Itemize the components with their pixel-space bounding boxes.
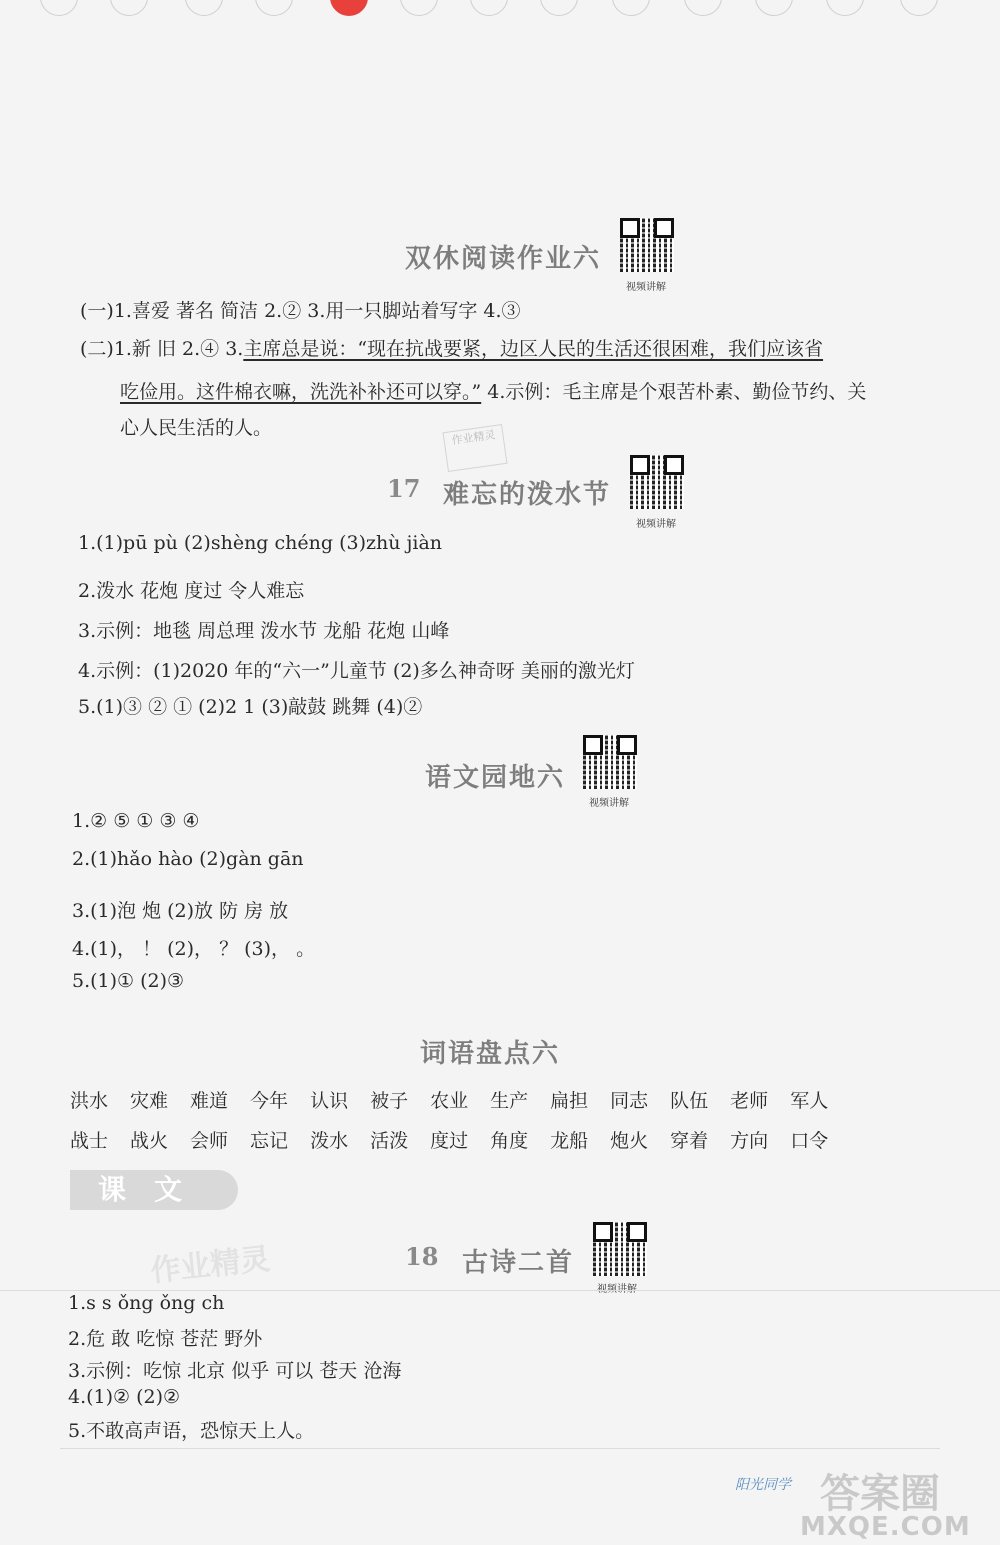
word: 认识 [310,1090,349,1112]
qr-label: 视频讲解 [589,798,629,809]
answer-line: 1.s s ǒng ǒng ch [68,1292,225,1314]
tab-thumb[interactable] [255,0,293,16]
tab-thumb[interactable] [900,0,938,16]
tab-thumb[interactable] [110,0,148,16]
qr-label: 视频讲解 [636,519,676,530]
tab-thumb[interactable] [755,0,793,16]
word: 度过 [430,1130,469,1152]
tab-thumb-active[interactable] [330,0,368,16]
word: 龙船 [550,1130,589,1152]
qr-label: 视频讲解 [626,282,666,293]
answer-line: 3.示例：吃惊 北京 似乎 可以 苍天 沧海 [68,1360,402,1382]
answer-line: 3.(1)泡 炮 (2)放 防 房 放 [72,900,289,922]
word: 农业 [430,1090,469,1112]
answer-line: 5.(1)③ ② ① (2)2 1 (3)敲鼓 跳舞 (4)② [78,696,423,718]
answer-line: 4.(1)， ！ (2)， ？ (3)， 。 [72,938,316,960]
word: 角度 [490,1130,529,1152]
section-title-weekend-reading: 双休阅读作业六 [405,244,602,274]
word: 生产 [490,1090,529,1112]
answer-suffix: 4.示例：毛主席是个艰苦朴素、勤俭节约、关 [481,381,867,403]
lesson-number: 17 [387,474,421,503]
word: 方向 [730,1130,769,1152]
qr-code-icon[interactable] [593,1222,647,1276]
answer-line: 1.(1)pū pù (2)shèng chéng (3)zhù jiàn [78,532,443,554]
word: 难道 [190,1090,229,1112]
tab-thumb[interactable] [40,0,78,16]
answer-line: 心人民生活的人。 [120,417,273,439]
tab-thumb[interactable] [400,0,438,16]
tab-thumb[interactable] [540,0,578,16]
qr-code-icon[interactable] [630,455,684,509]
word: 军人 [790,1090,829,1112]
qr-code-icon[interactable] [583,735,637,789]
answer-line: 4.(1)② (2)② [68,1386,181,1408]
bottom-divider [60,1448,940,1449]
answer-line [120,377,866,404]
word: 炮火 [610,1130,649,1152]
answer-line: 5.不敢高声语，恐惊天上人。 [68,1420,315,1442]
site-watermark-url: MXQE.COM [800,1512,971,1542]
word: 扁担 [550,1090,589,1112]
word: 忘记 [250,1130,289,1152]
qr-code-icon[interactable] [620,218,674,272]
answer-line: 2.(1)hǎo hào (2)gàn gān [72,848,304,870]
word: 战火 [130,1130,169,1152]
answer-line [80,334,823,361]
word: 活泼 [370,1130,409,1152]
word: 穿着 [670,1130,709,1152]
answer-line: (一)1.喜爱 著名 简洁 2.② 3.用一只脚站着写字 4.③ [80,300,521,322]
answer-line: 2.泼水 花炮 度过 令人难忘 [78,580,305,602]
section-title-language-garden: 语文园地六 [425,763,566,793]
answer-line: 3.示例：地毯 周总理 泼水节 龙船 花炮 山峰 [78,620,450,642]
section-title-lesson-17: 难忘的泼水节 [443,480,612,510]
tab-thumb[interactable] [470,0,508,16]
unit-badge: 课文 [70,1170,238,1210]
answer-line: 1.② ⑤ ① ③ ④ [72,810,200,832]
word: 会师 [190,1130,229,1152]
tab-thumb[interactable] [185,0,223,16]
word: 灾难 [130,1090,169,1112]
word: 队伍 [670,1090,709,1112]
tab-thumb[interactable] [826,0,864,16]
answer-line: 4.示例：(1)2020 年的“六一”儿童节 (2)多么神奇呀 美丽的激光灯 [78,660,635,682]
word: 老师 [730,1090,769,1112]
brand-logo: 阳光同学 [735,1477,791,1493]
stamp-logo: 作业精灵 [443,424,508,472]
word: 口令 [790,1130,829,1152]
faint-watermark: 作业精灵 [148,1241,272,1290]
site-watermark-logo: 答案圈 [820,1471,940,1517]
underlined-answer: 吃俭用。这件棉衣嘛，洗洗补补还可以穿。” [120,381,482,403]
word: 同志 [610,1090,649,1112]
answer-line: 2.危 敢 吃惊 苍茫 野外 [68,1328,263,1350]
underlined-answer: 主席总是说：“现在抗战要紧，边区人民的生活还很困难，我们应该省 [243,338,824,360]
section-divider [0,1290,1000,1291]
tab-thumb[interactable] [612,0,650,16]
answer-prefix: (二)1.新 旧 2.④ 3. [80,338,244,360]
word-row [70,1126,828,1153]
tab-thumb[interactable] [684,0,722,16]
word: 泼水 [310,1130,349,1152]
answer-line: 5.(1)① (2)③ [72,970,185,992]
lesson-number: 18 [405,1242,439,1271]
word: 洪水 [70,1090,109,1112]
qr-label [597,1280,637,1295]
section-title-lesson-18: 古诗二首 [462,1248,575,1278]
section-title-word-review: 词语盘点六 [420,1039,561,1069]
word: 战士 [70,1130,109,1152]
word: 被子 [370,1090,409,1112]
word: 今年 [250,1090,289,1112]
tab-strip [0,0,1000,14]
word-row [70,1086,828,1113]
